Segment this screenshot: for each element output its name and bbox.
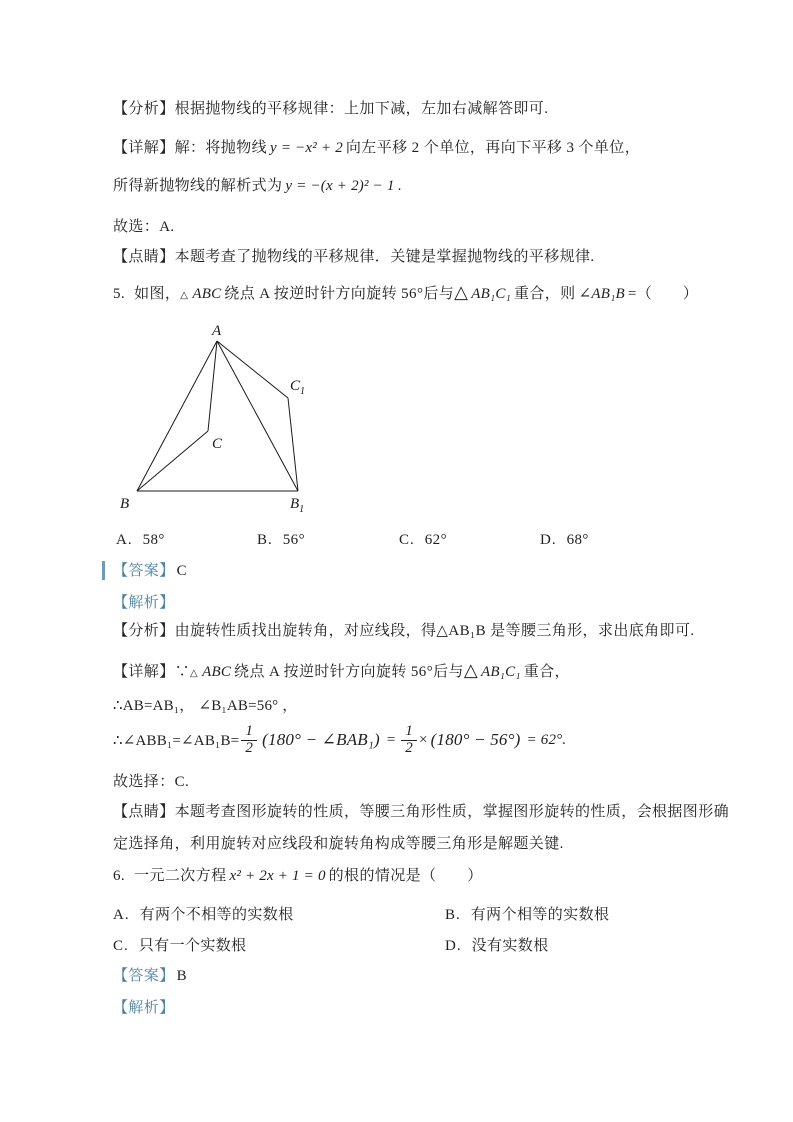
q5-detail1-math2: AB₁C₁ [480,664,521,680]
q6-choice-b: B. 有两个相等的实数根 [445,907,610,923]
q5-comment-line-2: 定选择角，利用旋转对应线段和旋转角构成等腰三角形是解题关键. [113,836,564,852]
q4-detail1-pre: 【详解】解：将抛物线 [113,140,268,156]
q6-stem-post: 的根的情况是（ ） [328,868,483,884]
q5-stem-mid2: 重合，则 [513,286,576,302]
triangle-icon: △ [190,668,199,679]
q5-stem [113,281,698,304]
segment-AB [137,341,217,491]
q4-detail1-post: 向左平移 2 个单位，再向下平移 3 个单位， [345,140,641,156]
q5-detail-line-2: ∴AB=AB₁， ∠B₁AB=56° ， [113,698,298,714]
answer-marker: 【答案】 [113,563,175,579]
q4-detail2-pre: 所得新抛物线的解析式为 [113,178,283,194]
q5-stem-post: =（ ） [627,286,699,302]
triangle-icon: △ [180,290,189,301]
q5-jiexi-marker: 【解析】 [113,595,175,611]
q5-number: 5. [113,286,126,302]
fraction-one-half: $\frac{1}{2}$ [241,724,257,757]
q5-stem-math2: AB₁C₁ [471,286,511,302]
vertex-label-B: B [120,496,130,512]
q5-equation-line [113,718,569,762]
q5-choice-d: D. 68° [540,532,589,548]
q5-rotation-diagram [112,320,317,520]
q5-conclusion: 故选择：C. [113,774,190,790]
eq-times: × [419,731,428,748]
vertex-label-C: C [212,436,223,452]
q6-number: 6. [113,868,126,884]
q5-stem-math3: ∠AB₁B [578,286,625,302]
vertex-label-A: A [212,323,222,339]
q4-conclusion: 故选：A. [113,219,175,235]
q6-stem [113,867,483,886]
q6-stem-pre: 一元二次方程 [134,868,227,884]
q6-choice-a: A. 有两个不相等的实数根 [113,907,294,923]
q6-choice-c: C. 只有一个实数根 [113,938,247,954]
q5-stem-pre: 如图， [134,286,181,302]
q4-formula-result: y = −(x + 2)² − 1 [285,178,395,194]
segment-AB1 [217,341,298,491]
eq-equals: = [385,731,397,748]
eq-lead: ∴∠ABB₁=∠AB₁B= [113,732,240,749]
q6-choice-d: D. 没有实数根 [445,938,549,954]
q5-choice-a: A. 58° [116,532,165,548]
q5-stem-math1: ABC [192,286,222,302]
eq-result: = 62°. [526,731,567,748]
q5-detail1-math1: ABC [202,664,232,680]
q4-detail-line-1 [113,139,640,158]
eq-segment-2: (180° − 56°) [430,730,521,749]
q4-analysis-line: 【分析】根据抛物线的平移规律：上加下减，左加右减解答即可. [113,101,549,117]
vertex-label-C1: $C_1$ [290,378,306,397]
q5-choice-b: B. 56° [257,532,305,548]
triangle-icon: △ [454,282,469,302]
q5-detail1-mid: 绕点 A 按逆时针方向旋转 56°后与 [234,664,464,680]
q5-stem-mid1: 绕点 A 按逆时针方向旋转 56°后与 [224,286,455,302]
q4-detail-line-2 [113,177,402,196]
stray-cursor-mark [102,561,105,580]
q5-detail-line-1 [113,659,570,682]
q5-analysis-line: 【分析】由旋转性质找出旋转角，对应线段，得△AB₁B 是等腰三角形，求出底角即可. [113,623,695,639]
segment-AC1 [217,341,288,398]
triangle-icon: △ [463,660,478,680]
q4-formula-original: y = −x² + 2 [270,140,343,156]
q6-stem-math: x² + 2x + 1 = 0 [229,868,326,884]
q4-detail2-post: . [397,178,402,194]
eq-segment-1: (180° − ∠BAB₁) [262,730,380,749]
q5-detail1-post: 重合， [523,664,570,680]
q5-comment-line-1: 【点睛】本题考查图形旋转的性质，等腰三角形性质，掌握图形旋转的性质，会根据图形确 [113,804,730,820]
q6-answer-line [113,967,187,986]
segment-C1B1 [288,398,298,491]
answer-marker: 【答案】 [113,968,175,984]
q5-answer-value: C [176,563,188,579]
q6-jiexi-marker: 【解析】 [113,1000,175,1016]
q5-detail1-pre: 【详解】∵ [113,664,191,680]
vertex-label-B1: $B_1$ [290,496,305,515]
q5-choice-c: C. 62° [399,532,447,548]
fraction-one-half: $\frac{1}{2}$ [401,724,417,757]
q4-comment: 【点睛】本题考查了抛物线的平移规律．关键是掌握抛物线的平移规律. [113,249,595,265]
q5-answer-line [113,562,187,581]
q6-answer-value: B [176,968,188,984]
segment-BC [137,431,208,491]
